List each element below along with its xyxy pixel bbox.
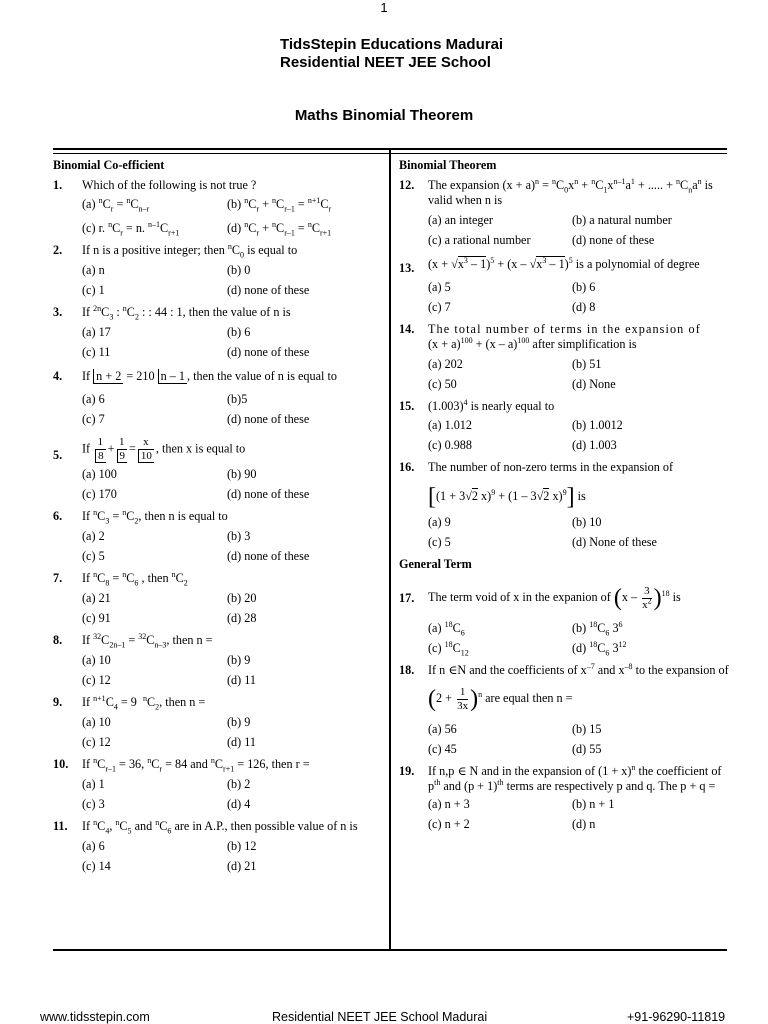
bottom-rule — [53, 949, 727, 951]
question: 4. If n + 2 = 210 n – 1 , then the value of n is equal to (a) 6 (b)5 (c) 7 (d) none of these — [53, 369, 383, 432]
footer-phone: +91-96290-11819 — [627, 1010, 726, 1024]
left-column — [53, 158, 383, 881]
question: 11. If $^nC_4$, $^nC_5$ and $^nC_6$ are in A.P., then possible value of n is (a) 6 (b) 12 (c) 14 (d) 21 — [53, 819, 383, 879]
question-options: (a) 6 (b)5 (c) 7 (d) none of these — [82, 392, 310, 426]
school-name: TidsStepin Educations Madurai — [280, 36, 504, 53]
page-header — [280, 36, 503, 72]
question-options: (a) 10 (b) 9 (c) 12 (d) 11 — [82, 715, 256, 749]
question: 14. The total number of terms in the expansion of $(x + a)^{100} + (x - a)^{100}$ after simplification is (a) 202 (b) 51 (c) 50 (d) None — [399, 322, 729, 397]
question: 15. $(1.003)^4$ is nearly equal to (a) 1.012 (b) 1.0012 (c) 0.988 (d) 1.003 — [399, 399, 729, 458]
question: 13. $(x + √x^3 - 1)^5 + (x - √x^3 - 1)^5$ is a polynomial of degree (a) 5 (b) 6 (c) 7 (d) 8 — [399, 257, 729, 320]
question-options: (a) 9 (b) 10 (c) 5 (d) None of these — [428, 515, 657, 549]
section-heading: Binomial Theorem — [399, 158, 497, 172]
question: 2. If n is a positive integer; then $^nC_0$ is equal to (a) n (b) 0 (c) 1 (d) none of these — [53, 243, 383, 303]
question-options: (a) 10 (b) 9 (c) 12 (d) 11 — [82, 653, 256, 687]
question: 6. If $^nC_3 = ^nC_2$, then n is equal to (a) 2 (b) 3 (c) 5 (d) none of these — [53, 509, 383, 569]
question-options: (a) n (b) 0 (c) 1 (d) none of these — [82, 263, 310, 297]
page-number: 1 — [380, 0, 388, 15]
question: 17. The term void of x in the expanion of (x – $\frac{3}{x^2}$ )$^{18}$ is (a) $^{18}C_6$ (b) $^{18}C_6$ $3^6$ (c) $^{18}C_{12}$ (d) $^{18}C_6$ $3^{12}$ — [399, 577, 729, 661]
question-options: (a) 2 (b) 3 (c) 5 (d) none of these — [82, 529, 310, 563]
section-heading: Binomial Co-efficient — [53, 158, 165, 172]
right-column — [399, 158, 729, 839]
question-options: (a) 17 (b) 6 (c) 11 (d) none of these — [82, 325, 310, 359]
question: 12. The expansion $(x + a)^n = ^nC_0x^n + ^nC_1x^{n-1}a^1$ + ..... + $^nC_na^n$ is valid when n is (a) an integer (b) a natural number (c) a rational number (d) none of these — [399, 178, 729, 253]
column-divider — [389, 150, 391, 950]
question: 1. Which of the following is not true ? (a) $^nC_r = ^nC_{n-r}$ (b) $^nC_r + ^nC_{r-1} = ^{n+1}C_r$ (c) r. $^nC_r = n$. $^{n-1}C_{r+1}$ (d) $^nC_r + ^nC_{r-1} = ^nC_{r+1}$ — [53, 178, 383, 241]
question-options: (a) $^{18}C_6$ (b) $^{18}C_6$ $3^6$ (c) $^{18}C_{12}$ (d) $^{18}C_6$ $3^{12}$ — [428, 619, 627, 658]
section-heading: General Term — [399, 557, 472, 571]
question-options: (a) 100 (b) 90 (c) 170 (d) none of these — [82, 467, 310, 501]
question-options: (a) 56 (b) 15 (c) 45 (d) 55 — [428, 722, 602, 756]
page-title: Maths Binomial Theorem — [294, 107, 474, 124]
question-options: (a) 21 (b) 20 (c) 91 (d) 28 — [82, 591, 257, 625]
question-options: (a) 202 (b) 51 (c) 50 (d) None — [428, 357, 616, 391]
question: 10. If $^nC_{r-1} = 36$, $^nC_r = 84$ and $^nC_{r+1} = 126$, then r = (a) 1 (b) 2 (c) 3 (d) 4 — [53, 757, 383, 817]
question: 7. If $^nC_8 = ^nC_6$ , then $^nC_2$ (a) 21 (b) 20 (c) 91 (d) 28 — [53, 571, 383, 631]
question-options: (a) $^nC_r = ^nC_{n-r}$ (b) $^nC_r + ^nC_{r-1} = ^{n+1}C_r$ (c) r. $^nC_r = n$. $^{n-1}C_{r+1}$ (d) $^nC_r + ^nC_{r-1} = ^nC_{r+1}$ — [82, 195, 332, 238]
footer-school-name: Residential NEET JEE School Madurai — [272, 1010, 488, 1024]
question: 9. If $^{n+1}C_4 = 9$ $^nC_2$, then n = (a) 10 (b) 9 (c) 12 (d) 11 — [53, 695, 383, 755]
school-subtitle: Residential NEET JEE School — [280, 54, 491, 71]
question-options: (a) 1.012 (b) 1.0012 (c) 0.988 (d) 1.003 — [428, 418, 623, 452]
question: 3. If $^{2n}C_3$ : $^nC_2$ : : 44 : 1, then the value of n is (a) 17 (b) 6 (c) 11 (d) none of these — [53, 305, 383, 365]
question-options: (a) 1 (b) 2 (c) 3 (d) 4 — [82, 777, 251, 811]
question: 16. The number of non-zero terms in the expansion of [(1 + 3√2 x)$^9$ + (1 – 3√2 x)$^9$] is (a) 9 (b) 10 (c) 5 (d) None of these — [399, 460, 729, 555]
footer-website-link[interactable]: www.tidsstepin.com — [40, 1010, 150, 1024]
question: 8. If $^{32}C_{2n-1} = ^{32}C_{n-3}$, then n = (a) 10 (b) 9 (c) 12 (d) 11 — [53, 633, 383, 693]
question: 5. If $\frac{1}{8}$ + $\frac{1}{9}$ = $\frac{x}{10}$ , then x is equal to (a) 100 (b) 90 (c) 170 (d) none of these — [53, 436, 383, 507]
question-options: (a) an integer (b) a natural number (c) a rational number (d) none of these — [428, 213, 672, 247]
question-options: (a) n + 3 (b) n + 1 (c) n + 2 (d) n — [428, 797, 615, 831]
question-options: (a) 5 (b) 6 (c) 7 (d) 8 — [428, 280, 596, 314]
question-options: (a) 6 (b) 12 (c) 14 (d) 21 — [82, 839, 257, 873]
question: 19. If n,p ∈ N and in the expansion of $(1 + x)^n$ the coefficient of $p^{th}$ and $(p + 1)^{th}$ terms are respectively p and q. The p + q = (a) n + 3 (b) n + 1 (c) n + 2 (d) n — [399, 764, 729, 837]
question: 18. If n ∈N and the coefficients of $x^{-7}$ and $x^{-8}$ to the expansion of (2 + $\frac{1}{3x}$ )$^n$ are equal then n = (a) 56 (b) 15 (c) 45 (d) 55 — [399, 663, 729, 762]
